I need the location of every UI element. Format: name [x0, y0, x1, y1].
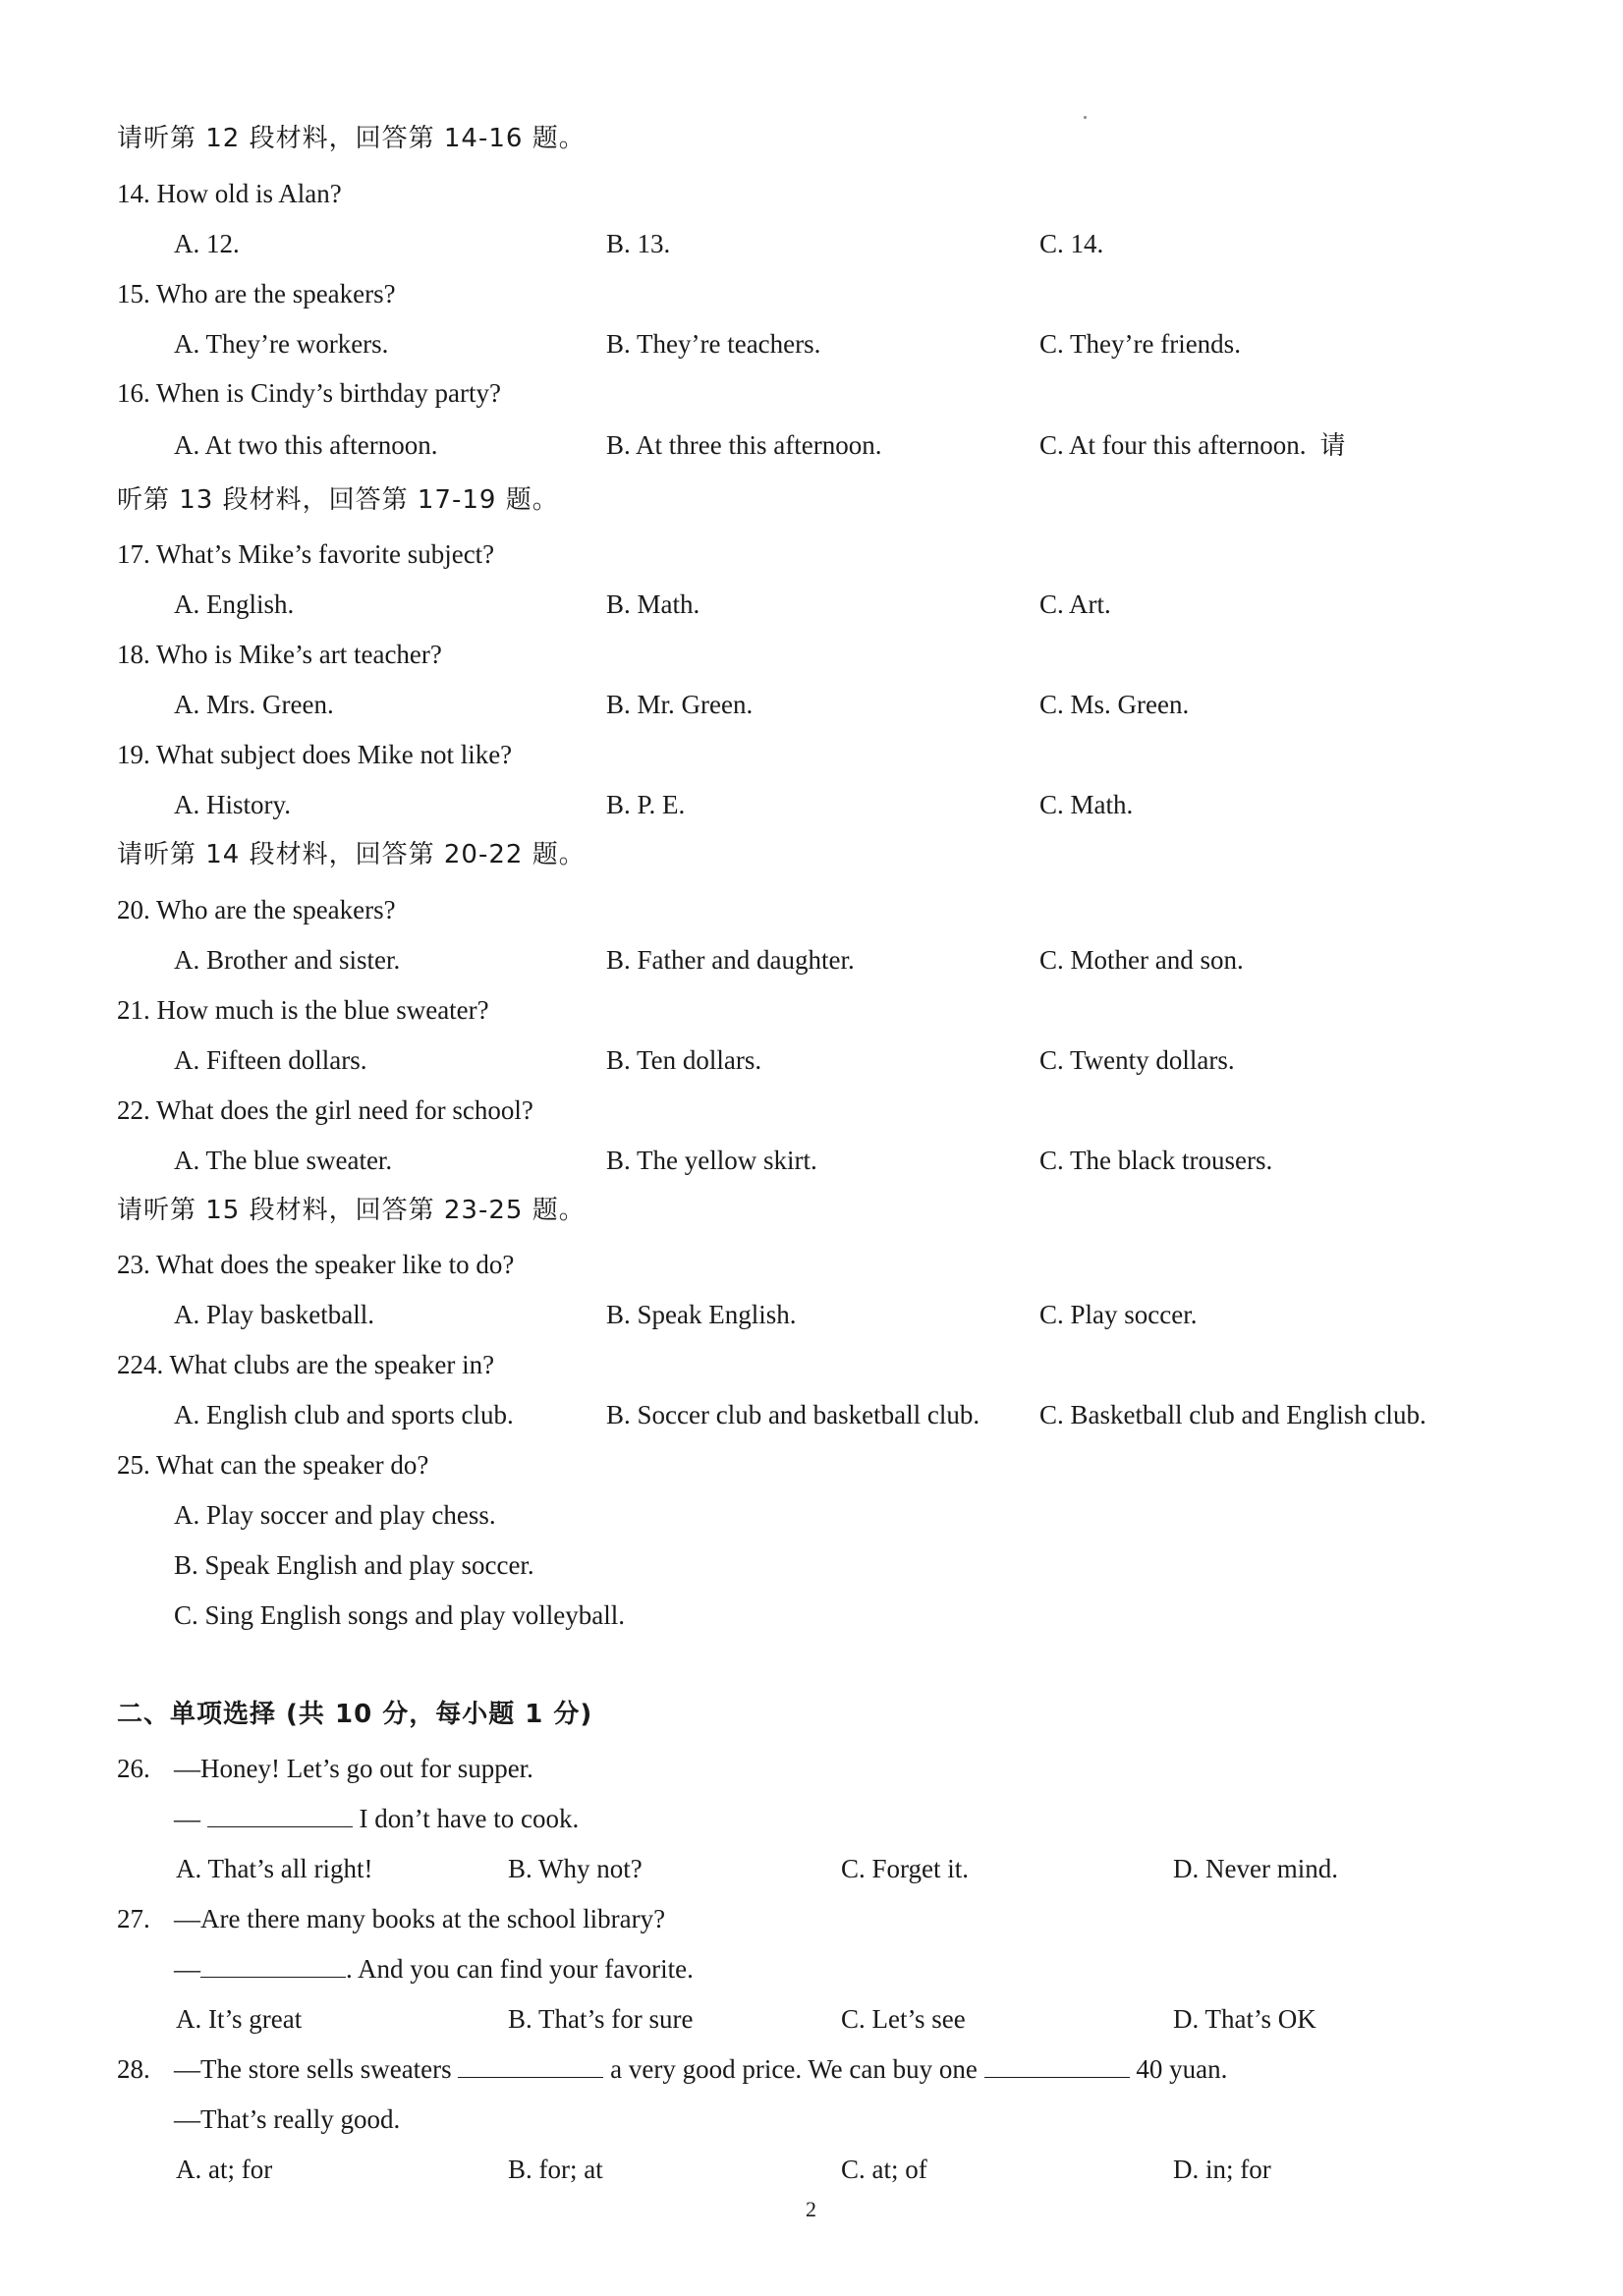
- question-25: 25. What can the speaker do?: [117, 1450, 429, 1480]
- option-26-a: A. That’s all right!: [176, 1854, 373, 1883]
- option-22-a: A. The blue sweater.: [174, 1146, 393, 1175]
- section-header-15: 请听第 15 段材料，回答第 23-25 题。: [117, 1196, 586, 1225]
- answer-blank: [200, 1953, 346, 1978]
- question-24: 224. What clubs are the speaker in?: [117, 1350, 495, 1379]
- option-27-c: C. Let’s see: [841, 2004, 966, 2034]
- line-1-part-b: a very good price. We can buy one: [610, 2054, 978, 2084]
- option-21-b: B. Ten dollars.: [606, 1045, 762, 1075]
- question-19: 19. What subject does Mike not like?: [117, 740, 513, 769]
- option-23-b: B. Speak English.: [606, 1300, 797, 1329]
- option-18-c: C. Ms. Green.: [1039, 690, 1190, 719]
- option-22-b: B. The yellow skirt.: [606, 1146, 817, 1175]
- question-28-number: 28.: [117, 2054, 150, 2084]
- option-15-a: A. They’re workers.: [174, 329, 389, 359]
- question-27-line-2: [174, 1952, 694, 1986]
- question-22: 22. What does the girl need for school?: [117, 1095, 533, 1125]
- line-wrap-char: 请: [1319, 431, 1347, 461]
- question-18: 18. Who is Mike’s art teacher?: [117, 640, 442, 669]
- option-14-a: A. 12.: [174, 229, 240, 258]
- option-27-b: B. That’s for sure: [508, 2004, 694, 2034]
- option-28-d: D. in; for: [1173, 2155, 1271, 2184]
- question-26-line-1: —Honey! Let’s go out for supper.: [174, 1754, 533, 1783]
- option-16-b: B. At three this afternoon.: [606, 430, 882, 460]
- question-28-line-2: —That’s really good.: [174, 2104, 401, 2134]
- question-14: 14. How old is Alan?: [117, 179, 342, 208]
- question-23: 23. What does the speaker like to do?: [117, 1250, 515, 1279]
- option-28-a: A. at; for: [176, 2155, 273, 2184]
- question-27-number: 27.: [117, 1904, 150, 1933]
- page-number: 2: [806, 2197, 816, 2221]
- option-25-c: C. Sing English songs and play volleyball.: [174, 1600, 625, 1630]
- question-17: 17. What’s Mike’s favorite subject?: [117, 539, 495, 569]
- option-24-b: B. Soccer club and basketball club.: [606, 1400, 980, 1429]
- option-27-a: A. It’s great: [176, 2004, 303, 2034]
- option-27-d: D. That’s OK: [1173, 2004, 1316, 2034]
- option-24-a: A. English club and sports club.: [174, 1400, 514, 1429]
- option-18-b: B. Mr. Green.: [606, 690, 754, 719]
- option-15-b: B. They’re teachers.: [606, 329, 821, 359]
- option-21-c: C. Twenty dollars.: [1039, 1045, 1235, 1075]
- option-19-c: C. Math.: [1039, 790, 1134, 819]
- question-21: 21. How much is the blue sweater?: [117, 995, 489, 1025]
- question-27-line-1: —Are there many books at the school library?: [174, 1904, 666, 1933]
- option-20-a: A. Brother and sister.: [174, 945, 401, 975]
- question-16: 16. When is Cindy’s birthday party?: [117, 378, 501, 408]
- option-28-c: C. at; of: [841, 2155, 927, 2184]
- option-21-a: A. Fifteen dollars.: [174, 1045, 367, 1075]
- option-28-b: B. for; at: [508, 2155, 603, 2184]
- dash: —: [174, 1804, 200, 1833]
- line-1-part-c: 40 yuan.: [1136, 2054, 1228, 2084]
- question-20: 20. Who are the speakers?: [117, 895, 396, 924]
- option-24-c: C. Basketball club and English club.: [1039, 1400, 1427, 1429]
- question-26-line-2: [174, 1802, 579, 1835]
- line-2-text: I don’t have to cook.: [359, 1804, 580, 1833]
- option-16-c-text: C. At four this afternoon.: [1039, 430, 1307, 460]
- line-1-part-a: —The store sells sweaters: [174, 2054, 452, 2084]
- option-20-c: C. Mother and son.: [1039, 945, 1244, 975]
- section-header-13: 听第 13 段材料，回答第 17-19 题。: [117, 485, 559, 515]
- question-15: 15. Who are the speakers?: [117, 279, 396, 308]
- answer-blank: [207, 1803, 353, 1827]
- question-28-line-1: [174, 2052, 1227, 2086]
- section-header-14: 请听第 14 段材料，回答第 20-22 题。: [117, 840, 586, 869]
- option-20-b: B. Father and daughter.: [606, 945, 855, 975]
- option-25-a: A. Play soccer and play chess.: [174, 1500, 496, 1530]
- option-19-b: B. P. E.: [606, 790, 686, 819]
- answer-blank-2: [984, 2053, 1130, 2078]
- option-17-b: B. Math.: [606, 589, 700, 619]
- option-23-a: A. Play basketball.: [174, 1300, 374, 1329]
- option-17-c: C. Art.: [1039, 589, 1111, 619]
- option-14-b: B. 13.: [606, 229, 671, 258]
- option-26-b: B. Why not?: [508, 1854, 643, 1883]
- dash: —: [174, 1954, 200, 1984]
- line-2-text: . And you can find your favorite.: [346, 1954, 694, 1984]
- option-16-a: A. At two this afternoon.: [174, 430, 438, 460]
- option-26-c: C. Forget it.: [841, 1854, 970, 1883]
- option-19-a: A. History.: [174, 790, 291, 819]
- option-17-a: A. English.: [174, 589, 295, 619]
- question-26-number: 26.: [117, 1754, 150, 1783]
- section-header-12: 请听第 12 段材料，回答第 14-16 题。: [117, 124, 586, 153]
- part-2-header: 二、单项选择 (共 10 分，每小题 1 分): [117, 1700, 593, 1729]
- option-16-c: [1039, 428, 1346, 463]
- option-14-c: C. 14.: [1039, 229, 1104, 258]
- scan-dot: [1084, 116, 1087, 119]
- option-23-c: C. Play soccer.: [1039, 1300, 1198, 1329]
- option-25-b: B. Speak English and play soccer.: [174, 1550, 534, 1580]
- option-18-a: A. Mrs. Green.: [174, 690, 334, 719]
- option-22-c: C. The black trousers.: [1039, 1146, 1273, 1175]
- option-15-c: C. They’re friends.: [1039, 329, 1241, 359]
- answer-blank-1: [458, 2053, 603, 2078]
- option-26-d: D. Never mind.: [1173, 1854, 1338, 1883]
